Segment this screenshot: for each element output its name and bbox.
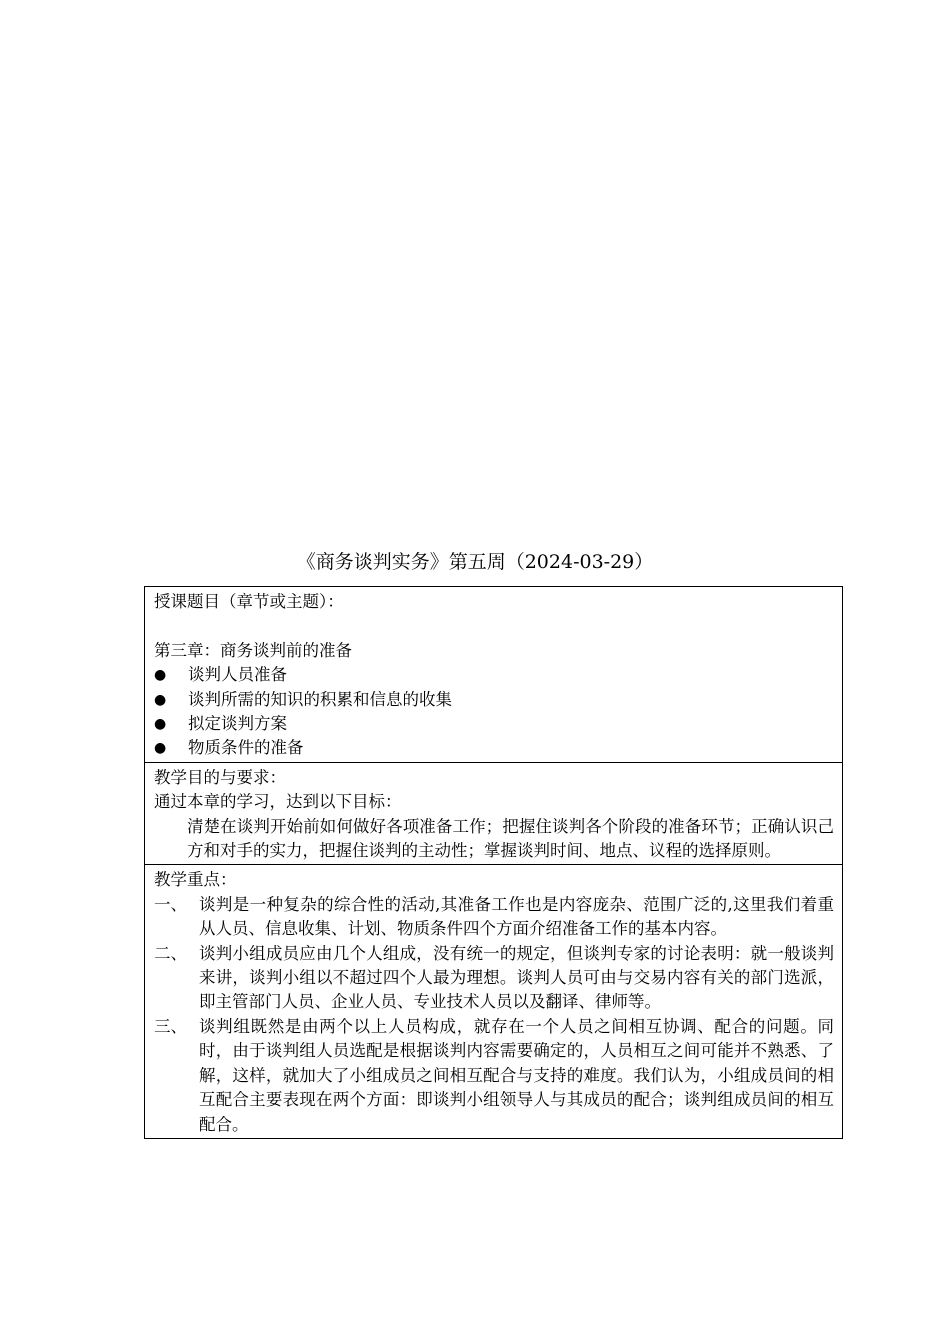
list-item-text: 拟定谈判方案 xyxy=(188,714,287,734)
item-text: 谈判组既然是由两个以上人员构成，就存在一个人员之间相互协调、配合的问题。同时，由于谈判组人员选配是根据谈判内容需要确定的，人员相互之间可能并不熟悉、了解，这样，就加大了小组成员之间相互配合与支持的难度。我们认为，小组成员间的相互配合主要表现在两个方面：即谈判小组领导人与其成员的配合；谈判组成员间的相互配合。 xyxy=(199,1016,834,1134)
objectives-intro: 通过本章的学习，达到以下目标： xyxy=(154,792,402,812)
topic-cell xyxy=(145,587,842,762)
item-text: 谈判是一种复杂的综合性的活动,其准备工作也是内容庞杂、范围广泛的,这里我们着重从人员、信息收集、计划、物质条件四个方面介绍准备工作的基本内容。 xyxy=(199,894,834,939)
objectives-cell xyxy=(145,762,842,865)
item-number: 一、 xyxy=(154,894,187,914)
bullet-icon: ● xyxy=(154,691,167,708)
item-text: 谈判小组成员应由几个人组成，没有统一的规定，但谈判专家的讨论表明：就一般谈判来讲，谈判小组以不超过四个人最为理想。谈判人员可由与交易内容有关的部门选派，即主管部门人员、企业人员、专业技术人员以及翻译、律师等。 xyxy=(199,943,834,1012)
list-item-text: 物质条件的准备 xyxy=(188,738,304,758)
list-item xyxy=(154,712,834,736)
objectives-text: 清楚在谈判开始前如何做好各项准备工作；把握住谈判各个阶段的准备环节；正确认识己方和对手的实力，把握住谈判的主动性；掌握谈判时间、地点、议程的选择原则。 xyxy=(187,816,834,861)
list-item xyxy=(154,736,834,760)
item-number: 三、 xyxy=(154,1016,187,1036)
list-item-text: 谈判所需的知识的积累和信息的收集 xyxy=(188,689,452,709)
lesson-plan-table xyxy=(144,586,843,1139)
key-points-cell xyxy=(145,864,842,1137)
list-item xyxy=(154,663,834,687)
key-points-label: 教学重点： xyxy=(154,870,237,890)
objectives-label: 教学目的与要求： xyxy=(154,767,286,787)
topic-label: 授课题目（章节或主题）： xyxy=(154,592,344,611)
chapter-title: 第三章：商务谈判前的准备 xyxy=(154,640,352,660)
list-item-text: 谈判人员准备 xyxy=(188,665,287,685)
blank-line xyxy=(154,614,834,638)
list-item xyxy=(154,688,834,712)
numbered-item xyxy=(154,1015,834,1137)
numbered-item xyxy=(154,893,834,942)
bullet-icon: ● xyxy=(154,667,167,684)
numbered-item xyxy=(154,942,834,1015)
document-title: 《商务谈判实务》第五周（2024-03-29） xyxy=(296,551,654,573)
item-number: 二、 xyxy=(154,943,187,963)
bullet-icon: ● xyxy=(154,740,167,757)
bullet-icon: ● xyxy=(154,716,167,733)
